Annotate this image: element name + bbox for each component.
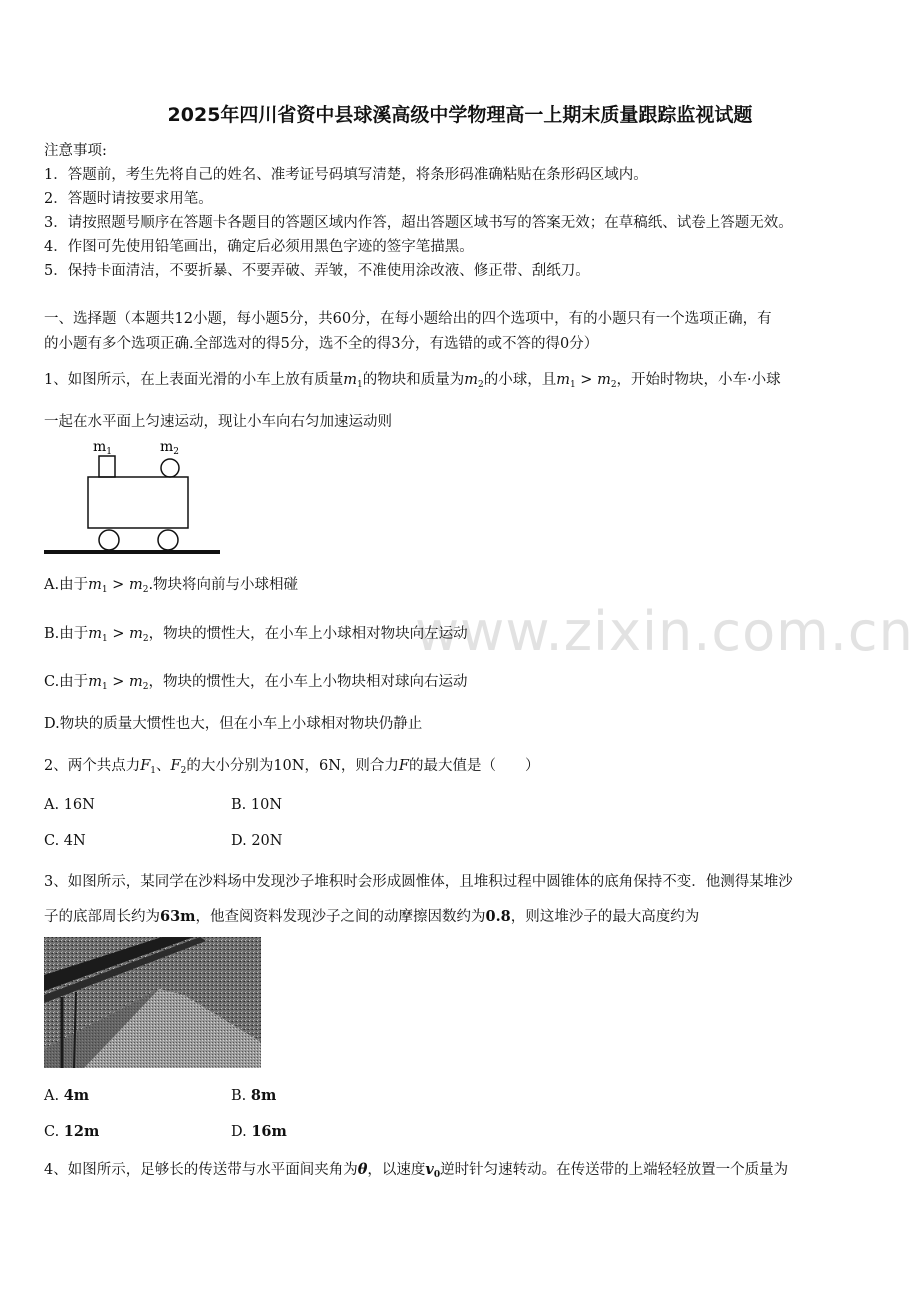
- notice-item: 1．答题前，考生先将自己的姓名、准考证号码填写清楚，将条形码准确粘贴在条形码区域内。: [44, 167, 648, 183]
- q3-option-d: D. 16m: [231, 1123, 287, 1140]
- ball-m2: [161, 459, 179, 477]
- notice-item: 2．答题时请按要求用笔。: [44, 191, 213, 207]
- label-m1: $m_1$: [93, 439, 113, 457]
- page-title: 2025年四川省资中县球溪高级中学物理高一上期末质量跟踪监视试题: [167, 104, 753, 126]
- watermark: www.zixin.com.cn: [415, 600, 914, 663]
- q1-stem: 1、如图所示，在上表面光滑的小车上放有质量$m_1$的物块和质量为$m_2$的小球，且$m_1 > m_2$，开始时物块，小车·小球: [44, 372, 781, 390]
- label-m2: $m_2$: [160, 439, 180, 457]
- notice-item: 5．保持卡面清洁，不要折暴、不要弄破、弄皱，不准使用涂改液、修正带、刮纸刀。: [44, 263, 590, 279]
- q3-option-c: C. 12m: [44, 1123, 100, 1140]
- q3-option-b: B. 8m: [231, 1087, 277, 1104]
- q1-option-c: C.由于$m_1 > m_2$，物块的惯性大，在小车上小物块相对球向右运动: [44, 674, 468, 692]
- q1-option-d: D.物块的质量大惯性也大，但在小车上小球相对物块仍静止: [44, 716, 423, 732]
- cart-body: [88, 477, 188, 528]
- section-heading-cont: 的小题有多个选项正确.全部选对的得5分，选不全的得3分，有选错的或不答的得0分）: [44, 336, 599, 352]
- notice-item: 3．请按照题号顺序在答题卡各题目的答题区域内作答，超出答题区域书写的答案无效；在草稿纸、试卷上答题无效。: [44, 215, 793, 231]
- q1-option-b: B.由于$m_1 > m_2$，物块的惯性大，在小车上小球相对物块向左运动: [44, 626, 468, 644]
- q1-stem-cont: 一起在水平面上匀速运动，现让小车向右匀加速运动则: [44, 414, 392, 430]
- q2-option-c: C. 4N: [44, 833, 86, 849]
- q2-option-b: B. 10N: [231, 797, 283, 813]
- q2-stem: 2、两个共点力$F_1$、$F_2$的大小分别为10N，6N，则合力F的最大值是（ ）: [44, 758, 540, 776]
- cart-diagram: [40, 434, 225, 559]
- q2-option-a: A. 16N: [44, 797, 95, 813]
- sand-pile-photo: [44, 937, 261, 1068]
- q2-option-d: D. 20N: [231, 833, 283, 849]
- notice-item: 4．作图可先使用铅笔画出，确定后必须用黑色字迹的签字笔描黑。: [44, 239, 474, 255]
- notice-heading: 注意事项:: [44, 143, 107, 159]
- q3-option-a: A. 4m: [44, 1087, 90, 1104]
- cart-wheel: [158, 530, 178, 550]
- q3-stem-cont: 子的底部周长约为63m，他查阅资料发现沙子之间的动摩擦因数约为0.8，则这堆沙子的最大高度约为: [44, 908, 700, 925]
- block-m1: [99, 456, 115, 477]
- q1-option-a: A.由于$m_1 > m_2$.物块将向前与小球相碰: [44, 577, 299, 595]
- ground: [44, 550, 220, 554]
- cart-wheel: [99, 530, 119, 550]
- section-heading: 一、选择题（本题共12小题，每小题5分，共60分，在每小题给出的四个选项中，有的小题只有一个选项正确，有: [44, 311, 772, 327]
- q3-stem: 3、如图所示，某同学在沙料场中发现沙子堆积时会形成圆惟体，且堆积过程中圆锥体的底角保持不变．他测得某堆沙: [44, 874, 793, 890]
- q4-stem: 4、如图所示，足够长的传送带与水平面间夹角为θ，以速度$v_0$逆时针匀速转动。在传送带的上端轻轻放置一个质量为: [44, 1161, 789, 1180]
